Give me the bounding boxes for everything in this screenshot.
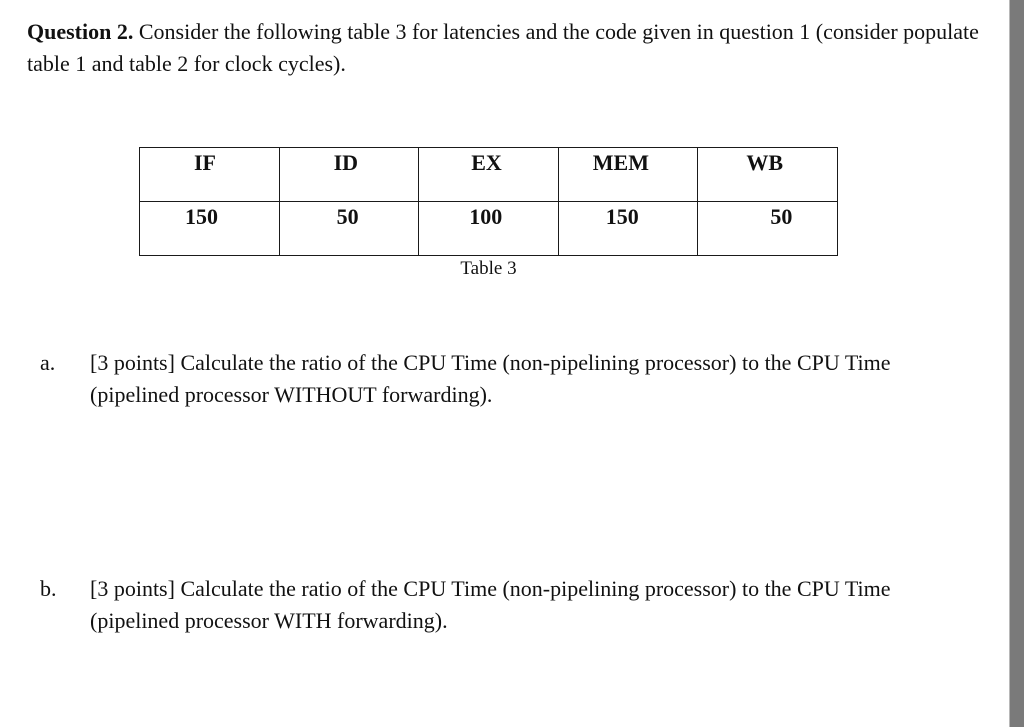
part-a-text: [3 points] Calculate the ratio of the CPU Time (non-pipelining processor) to the CPU Time (pipelined processor WITHOUT forwarding).	[90, 350, 891, 407]
header-cell-if: IF	[140, 148, 280, 202]
value-cell-ex: 100	[419, 202, 559, 256]
latency-table	[139, 147, 838, 256]
part-b-marker: b.	[40, 576, 57, 601]
question-part-b	[40, 573, 940, 643]
header-cell-id: ID	[279, 148, 419, 202]
value-cell-mem: 150	[558, 202, 698, 256]
header-cell-wb: WB	[698, 148, 838, 202]
part-b-text: [3 points] Calculate the ratio of the CPU Time (non-pipelining processor) to the CPU Time (pipelined processor WITH forwarding).	[90, 576, 891, 633]
window-side-bar	[1010, 0, 1024, 727]
question-label: Question 2.	[27, 19, 134, 44]
question-paragraph	[27, 16, 987, 80]
value-cell-if: 150	[140, 202, 280, 256]
table-caption: Table 3	[460, 258, 517, 279]
table-header-row	[140, 148, 838, 202]
header-cell-mem: MEM	[558, 148, 698, 202]
value-cell-wb: 50	[698, 202, 838, 256]
question-text: Consider the following table 3 for latencies and the code given in question 1 (consider populate table 1 and table 2 for clock cycles).	[27, 19, 979, 76]
question-part-a	[40, 347, 940, 417]
table-value-row	[140, 202, 838, 256]
value-cell-id: 50	[279, 202, 419, 256]
part-a-marker: a.	[40, 350, 56, 375]
header-cell-ex: EX	[419, 148, 559, 202]
